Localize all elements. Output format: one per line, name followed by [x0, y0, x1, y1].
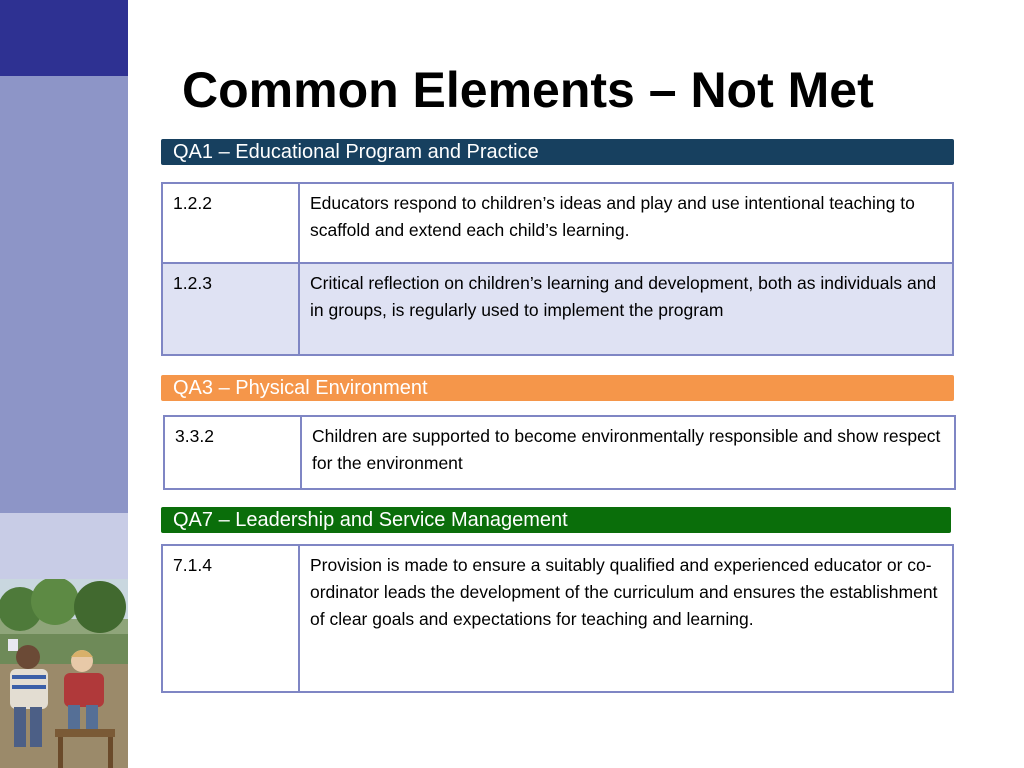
criteria-table-qa1: [161, 182, 954, 356]
table-row: [164, 416, 955, 489]
criterion-text: Critical reflection on children’s learning and development, both as individuals and in groups, is regularly used to implement the program: [299, 263, 953, 355]
criterion-code: 1.2.2: [162, 183, 299, 263]
criterion-text: Educators respond to children’s ideas and play and use intentional teaching to scaffold and extend each child’s learning.: [299, 183, 953, 263]
sidebar-light-block: [0, 513, 128, 579]
criteria-table-qa7: [161, 544, 954, 693]
criterion-text: Provision is made to ensure a suitably qualified and experienced educator or co-ordinator leads the development of the curriculum and ensures the establishment of clear goals and expectations for teaching and learning.: [299, 545, 953, 692]
criterion-code: 3.3.2: [164, 416, 301, 489]
table-row: [162, 183, 953, 263]
left-sidebar: [0, 0, 128, 768]
slide-title: Common Elements – Not Met: [182, 62, 874, 118]
children-photo: [0, 579, 128, 768]
table-row: [162, 263, 953, 355]
children-photo-icon: [0, 579, 128, 768]
criterion-text: Children are supported to become environmentally responsible and show respect for the environment: [301, 416, 955, 489]
criterion-code: 1.2.3: [162, 263, 299, 355]
sidebar-mid-block: [0, 76, 128, 513]
section-header-qa1: QA1 – Educational Program and Practice: [161, 139, 954, 165]
sidebar-dark-block: [0, 0, 128, 76]
criterion-code: 7.1.4: [162, 545, 299, 692]
table-row: [162, 545, 953, 692]
section-header-qa7: QA7 – Leadership and Service Management: [161, 507, 951, 533]
criteria-table-qa3: [163, 415, 956, 490]
section-header-qa3: QA3 – Physical Environment: [161, 375, 954, 401]
